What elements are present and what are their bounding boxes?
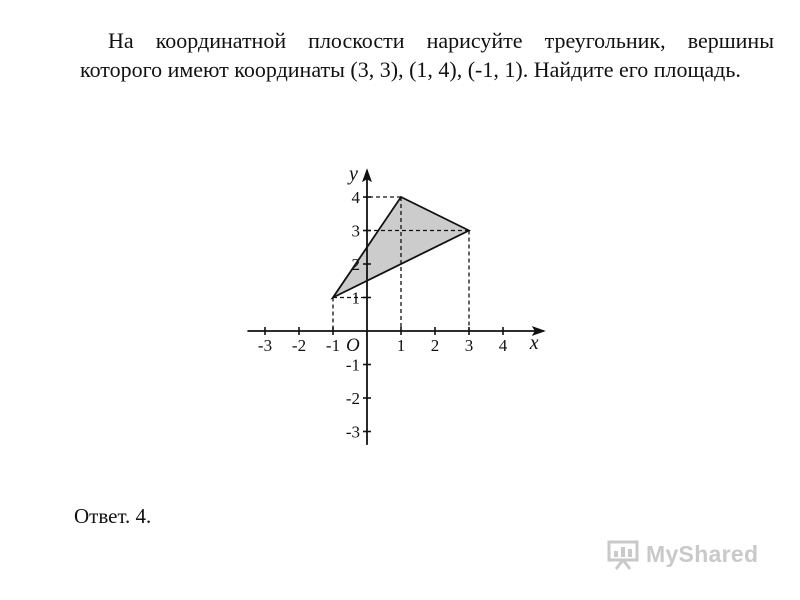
answer-text: Ответ. 4. xyxy=(74,504,152,528)
origin-label: O xyxy=(346,335,360,356)
x-tick-label: 2 xyxy=(430,336,440,355)
x-tick-label: 4 xyxy=(498,336,508,355)
x-tick-label: -2 xyxy=(291,336,307,355)
y-tick-label: 1 xyxy=(351,288,360,308)
y-tick-label: 2 xyxy=(351,255,360,274)
problem-statement: На координатной плоскости нарисуйте треугольник, вершины которого имеют координаты (3, 3), (1, 4), (-1, 1). Найдите его площадь. xyxy=(80,28,774,82)
presentation-board-icon xyxy=(606,537,640,571)
y-tick-label: -1 xyxy=(345,355,360,375)
x-tick-label: -3 xyxy=(257,336,273,355)
y-tick-label: -3 xyxy=(345,422,360,442)
x-axis-label: x xyxy=(529,332,539,354)
y-axis-label: y xyxy=(349,163,358,186)
watermark-text: MyShared xyxy=(646,540,759,567)
x-tick-label: -1 xyxy=(325,336,341,355)
y-tick-label: 3 xyxy=(351,221,360,241)
x-tick-label: 3 xyxy=(464,336,474,355)
y-tick-label: -2 xyxy=(345,389,360,408)
x-tick-label: 1 xyxy=(396,336,406,355)
y-tick-label: 4 xyxy=(351,188,360,207)
watermark xyxy=(606,536,776,572)
